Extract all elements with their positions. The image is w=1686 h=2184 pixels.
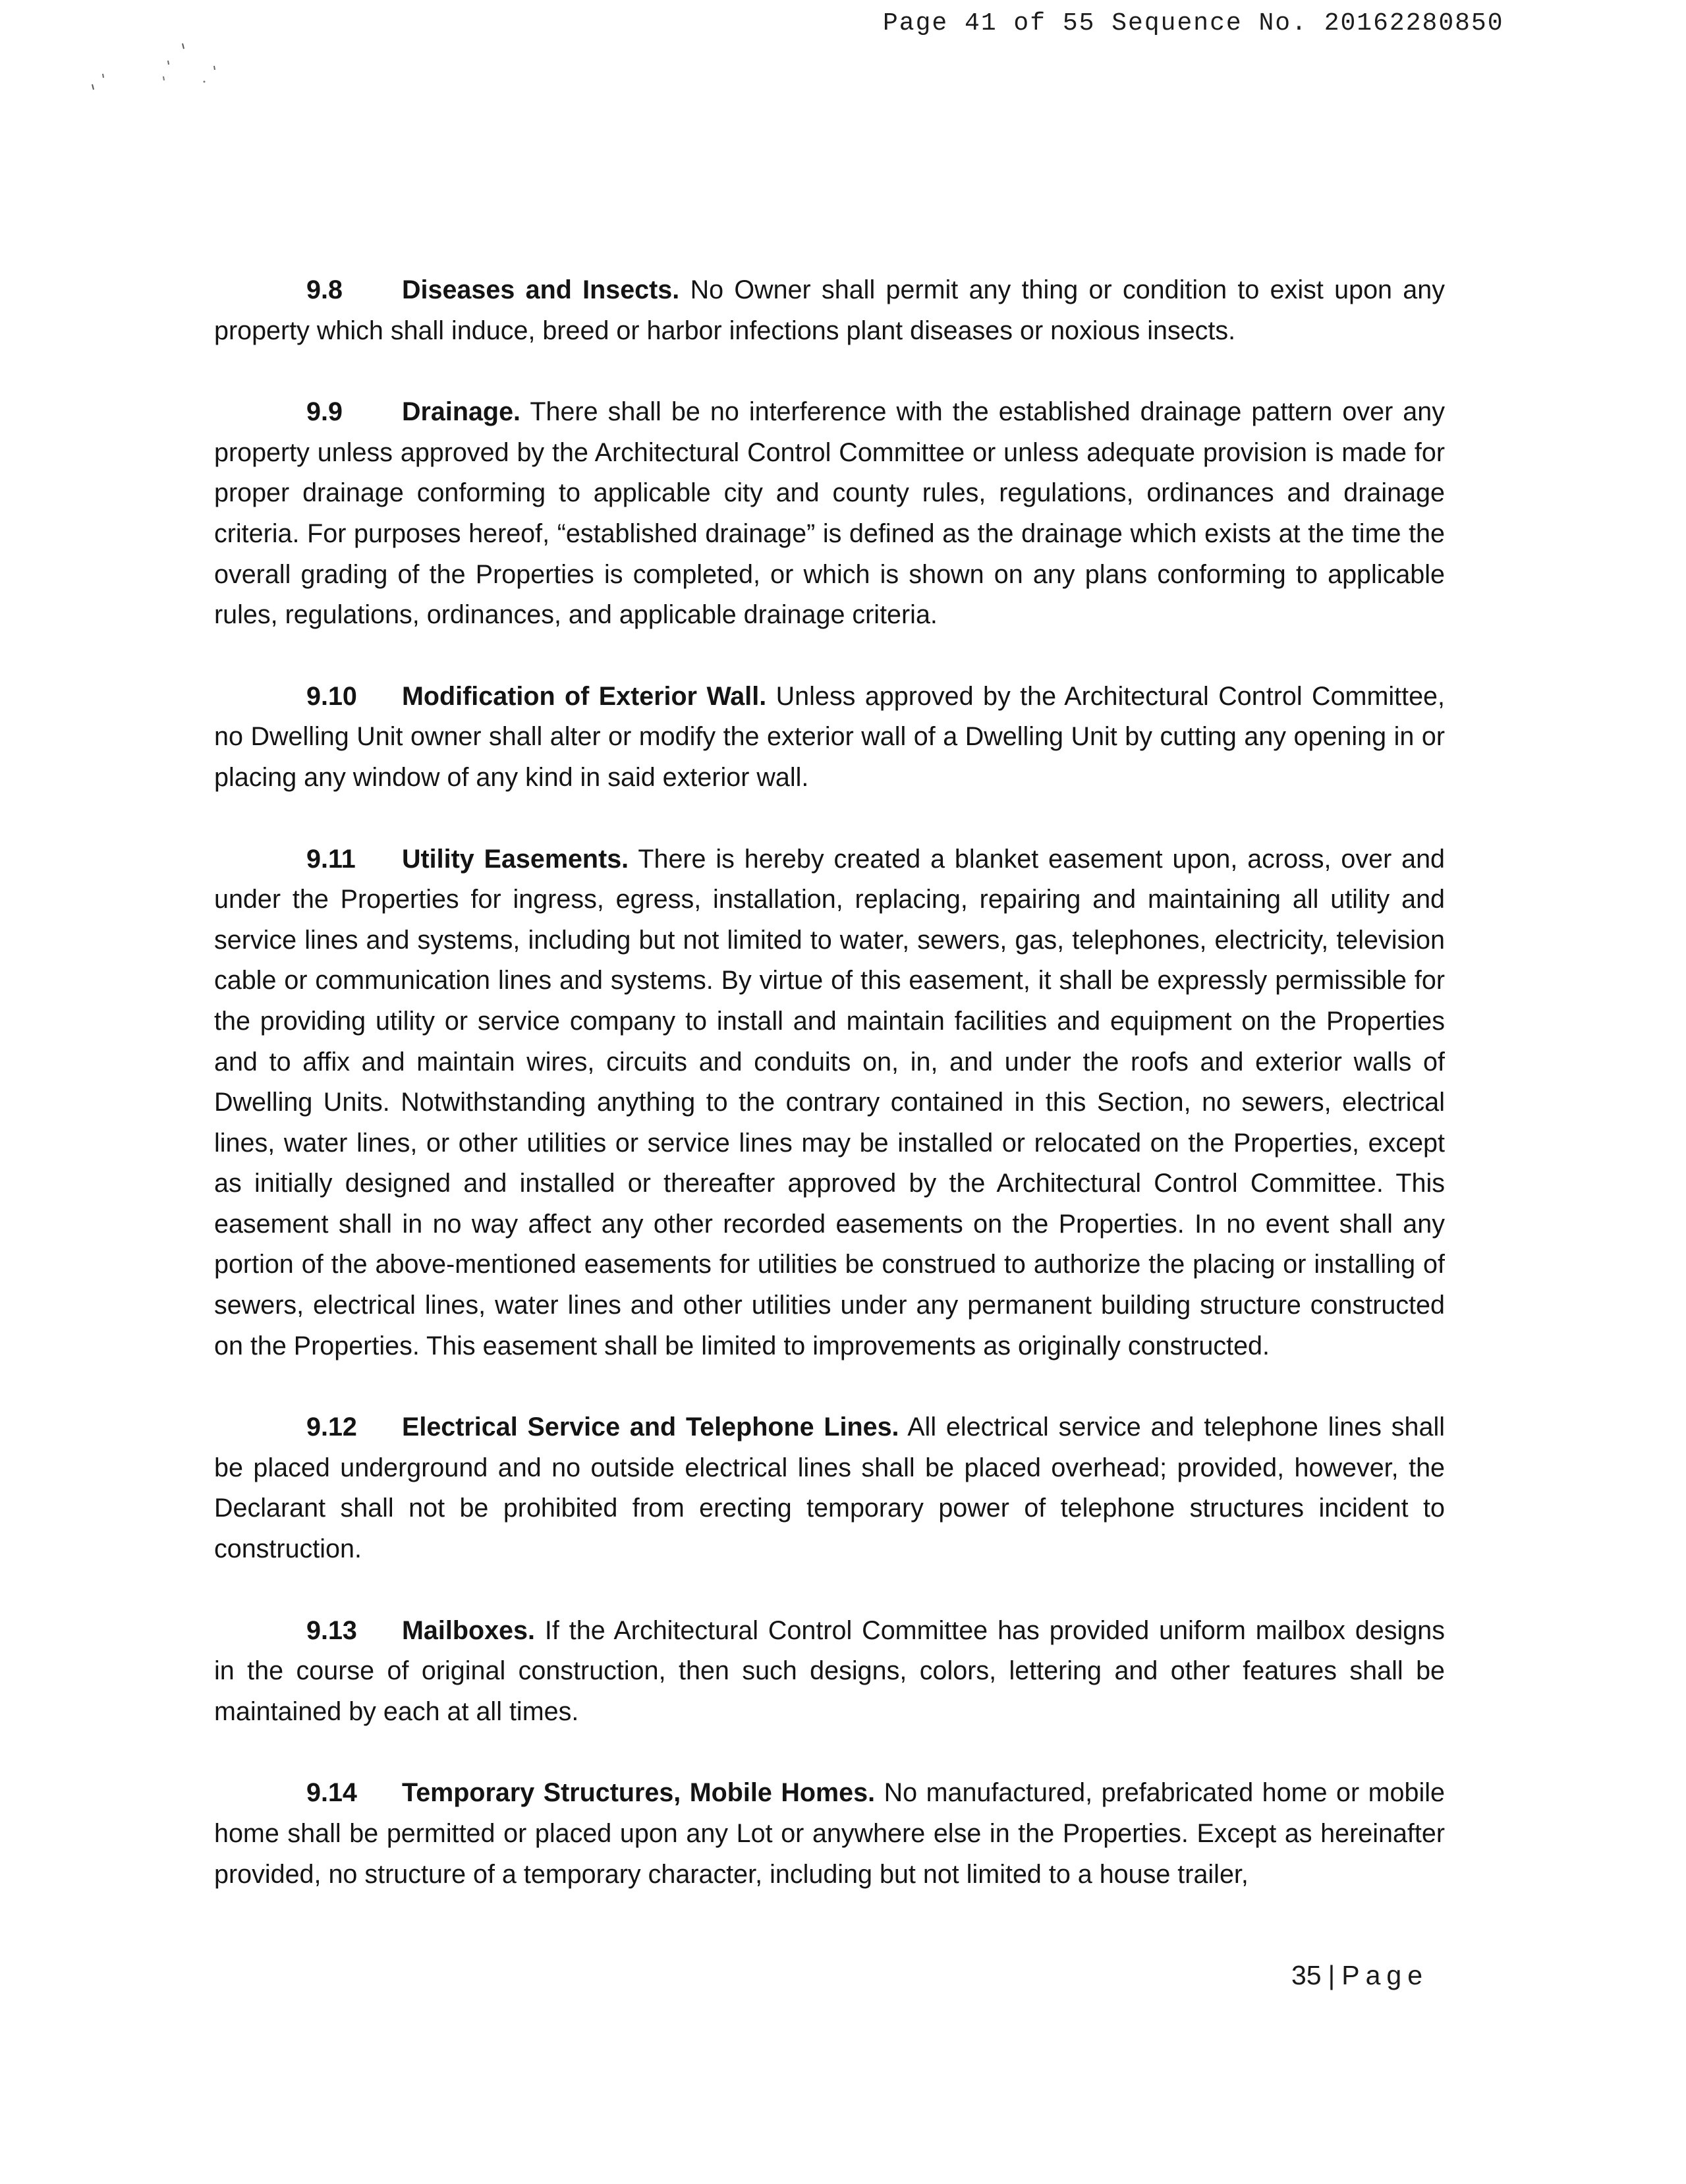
section-9-14 <box>214 1773 1445 1895</box>
section-title: Electrical Service and Telephone Lines. <box>402 1413 899 1442</box>
section-title: Utility Easements. <box>402 844 629 874</box>
section-title: Drainage. <box>402 397 521 427</box>
section-body: No manufactured, prefabricated home or mobile home shall be permitted or placed upon any Lot or anywhere else in the Properties. Except as hereinafter provided, no structure of a temporary character, including but not limited to a house trailer, <box>214 1778 1445 1889</box>
page-label: Page <box>1341 1960 1429 1990</box>
section-body: All electrical service and telephone lines shall be placed underground and no outside electrical lines shall be placed overhead; provided, however, the Declarant shall not be prohibited from erecting temporary power of telephone structures incident to construction. <box>214 1413 1445 1564</box>
section-number: 9.14 <box>306 1778 357 1808</box>
section-title: Modification of Exterior Wall. <box>402 681 767 711</box>
section-title: Temporary Structures, Mobile Homes. <box>402 1778 876 1808</box>
document-body <box>214 270 1445 1936</box>
page-footer <box>1291 1960 1428 1991</box>
section-number: 9.9 <box>306 397 343 427</box>
footer-separator: | <box>1328 1960 1335 1990</box>
section-body: There is hereby created a blanket easement upon, across, over and under the Properties for ingress, egress, installation, replacing, repairing and maintaining all utility and service lines and systems, including but not limited to water, sewers, gas, telephones, electricity, television cable or communication lines and systems. By virtue of this easement, it shall be expressly permissible for the providing utility or service company to install and maintain facilities and equipment on the Properties and to affix and maintain wires, circuits and conduits on, in, and under the roofs and exterior walls of Dwelling Units. Notwithstanding anything to the contrary contained in this Section, no sewers, electrical lines, water lines, or other utilities or service lines may be installed or relocated on the Properties, except as initially designed and installed or thereafter approved by the Architectural Control Committee. This easement shall in no way affect any other recorded easements on the Properties. In no event shall any portion of the above-mentioned easements for utilities be construed to authorize the placing or installing of sewers, electrical lines, water lines and other utilities under any permanent building structure constructed on the Properties. This easement shall be limited to improvements as originally constructed. <box>214 844 1446 1360</box>
page-number: 35 <box>1291 1960 1322 1990</box>
section-number: 9.8 <box>306 275 343 304</box>
document-sequence-stamp: Page 41 of 55 Sequence No. 20162280850 <box>883 9 1504 38</box>
section-title: Mailboxes. <box>402 1615 535 1645</box>
section-9-11 <box>214 839 1445 1367</box>
section-number: 9.11 <box>306 844 356 874</box>
section-number: 9.12 <box>306 1413 357 1442</box>
section-title: Diseases and Insects. <box>402 275 680 304</box>
scan-specks <box>79 40 264 132</box>
section-9-8 <box>214 270 1445 351</box>
section-9-13 <box>214 1611 1445 1733</box>
section-body: Unless approved by the Architectural Control Committee, no Dwelling Unit owner shall alter or modify the exterior wall of a Dwelling Unit by cutting any opening in or placing any window of any kind in said exterior wall. <box>214 681 1445 792</box>
section-body: If the Architectural Control Committee has provided uniform mailbox designs in the course of original construction, then such designs, colors, lettering and other features shall be maintained by each at all times. <box>214 1615 1445 1726</box>
section-9-12 <box>214 1407 1445 1569</box>
section-body: There shall be no interference with the established drainage pattern over any property unless approved by the Architectural Control Committee or unless adequate provision is made for proper drainage conforming to applicable city and county rules, regulations, ordinances and drainage criteria. For purposes hereof, “established drainage” is defined as the drainage which exists at the time the overall grading of the Properties is completed, or which is shown on any plans conforming to applicable rules, regulations, ordinances, and applicable drainage criteria. <box>214 397 1445 630</box>
section-number: 9.13 <box>306 1615 357 1645</box>
section-body: No Owner shall permit any thing or condition to exist upon any property which shall induce, breed or harbor infections plant diseases or noxious insects. <box>214 275 1445 345</box>
section-9-10 <box>214 677 1445 798</box>
section-9-9 <box>214 392 1445 636</box>
section-number: 9.10 <box>306 681 357 711</box>
